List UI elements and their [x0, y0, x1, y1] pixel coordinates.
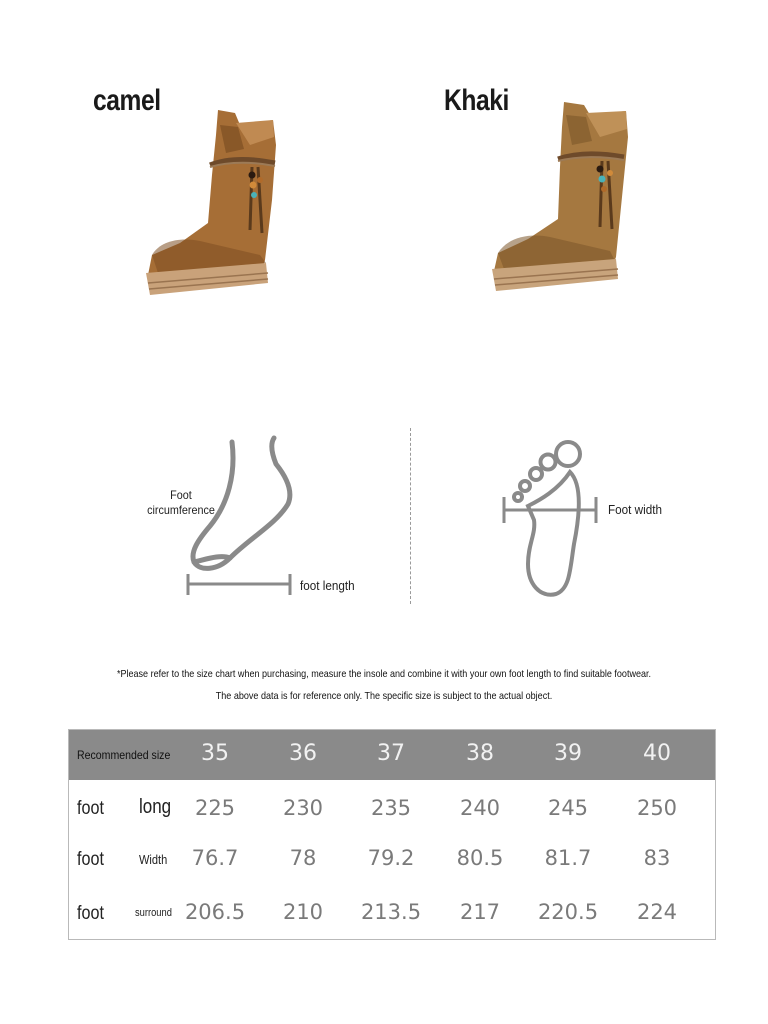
- table-row-width: [69, 836, 715, 888]
- size-note-2: The above data is for reference only. The specific size is subject to the actual object.: [215, 690, 553, 702]
- table-cell: 224: [636, 900, 678, 924]
- row-sublabel: surround: [135, 907, 172, 919]
- size-table-header: [69, 730, 715, 780]
- table-cell: 220.5: [537, 900, 599, 924]
- row-label: foot: [77, 903, 104, 924]
- color-label-camel: camel: [93, 84, 161, 117]
- size-header-cell: 39: [554, 741, 582, 766]
- table-cell: 76.7: [191, 846, 239, 870]
- table-cell: 240: [459, 796, 501, 820]
- table-cell: 250: [636, 796, 678, 820]
- table-cell: 217: [459, 900, 501, 924]
- khaki-boot-image: [486, 97, 631, 297]
- size-table: [68, 729, 716, 940]
- footprint-diagram: [500, 434, 605, 604]
- size-header-cell: 38: [466, 741, 494, 766]
- table-cell: 225: [194, 796, 236, 820]
- size-header-cell: 35: [201, 741, 229, 766]
- foot-side-diagram: [180, 434, 310, 604]
- table-row-surround: [69, 890, 715, 942]
- foot-width-label: Foot width: [608, 502, 662, 517]
- foot-length-label: foot length: [300, 578, 355, 593]
- table-cell: 80.5: [456, 846, 504, 870]
- table-cell: 230: [282, 796, 324, 820]
- row-label: foot: [77, 798, 104, 819]
- size-header-cell: 40: [643, 741, 671, 766]
- table-cell: 206.5: [184, 900, 246, 924]
- recommended-size-title: Recommended size: [77, 748, 171, 762]
- color-label-khaki: Khaki: [444, 84, 509, 117]
- table-cell: 78: [289, 846, 317, 870]
- table-cell: 210: [282, 900, 324, 924]
- camel-boot-image: [140, 105, 285, 300]
- table-cell: 83: [643, 846, 671, 870]
- row-label: foot: [77, 849, 104, 870]
- row-sublabel: Width: [139, 852, 168, 867]
- size-header-cell: 36: [289, 741, 317, 766]
- size-note-1: *Please refer to the size chart when purchasing, measure the insole and combine it with your own foot length to find suitable footwear.: [116, 668, 652, 680]
- table-cell: 235: [370, 796, 412, 820]
- table-row-long: [69, 786, 715, 838]
- table-cell: 213.5: [360, 900, 422, 924]
- table-cell: 79.2: [367, 846, 415, 870]
- foot-circumference-label: Foot circumference: [147, 488, 215, 517]
- row-sublabel: long: [139, 796, 172, 818]
- table-cell: 245: [547, 796, 589, 820]
- table-cell: 81.7: [544, 846, 592, 870]
- size-header-cell: 37: [377, 741, 405, 766]
- diagram-divider: [410, 428, 411, 604]
